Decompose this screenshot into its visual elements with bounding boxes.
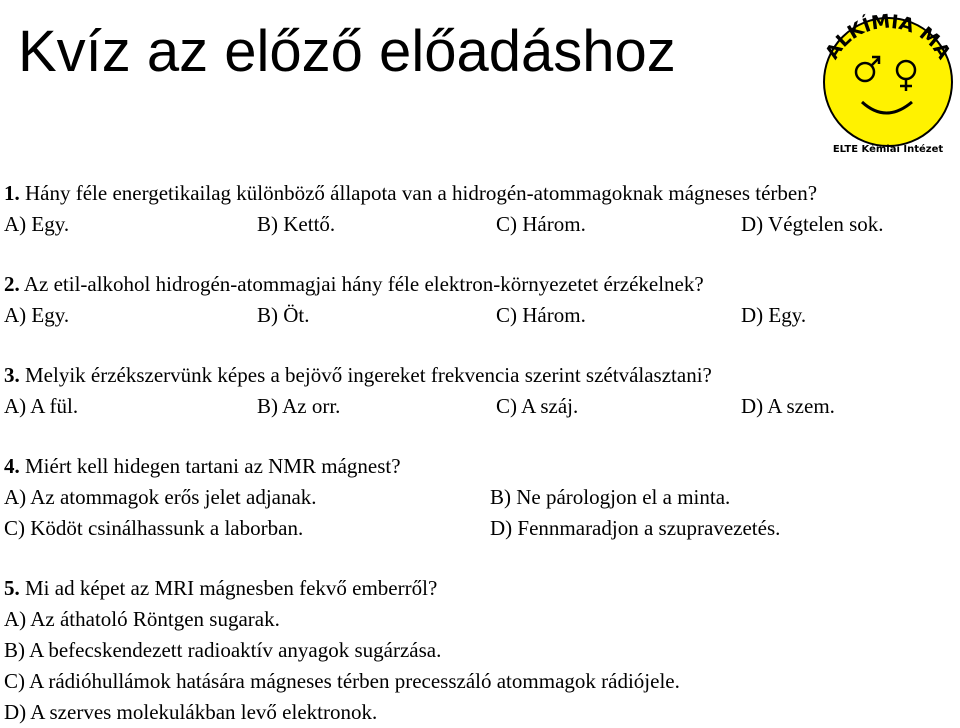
option-d: D) A szem. (741, 394, 835, 418)
option-d: D) Fennmaradjon a szupravezetés. (490, 516, 781, 540)
question-4 (4, 451, 954, 544)
question-2 (4, 269, 954, 331)
question-number: 5. (4, 576, 20, 600)
option-c: C) A rádióhullámok hatására mágneses térben precesszáló atommagok rádiójele. (4, 669, 680, 693)
question-1 (4, 178, 954, 240)
page-title: Kvíz az előző előadáshoz (18, 19, 676, 84)
option-c: C) A száj. (496, 394, 579, 418)
question-number: 4. (4, 454, 20, 478)
option-a: A) Az atommagok erős jelet adjanak. (4, 485, 317, 509)
option-b: B) Öt. (257, 303, 310, 327)
quiz-list (4, 178, 954, 728)
option-d: D) A szerves molekulákban levő elektronok. (4, 700, 378, 724)
option-a: A) Egy. (4, 303, 70, 327)
question-text: Mi ad képet az MRI mágnesben fekvő emberről? (25, 576, 438, 600)
option-c: C) Három. (496, 212, 586, 236)
option-a: A) Egy. (4, 212, 70, 236)
question-text: Miért kell hidegen tartani az NMR mágnest? (25, 454, 401, 478)
option-b: B) Kettő. (257, 212, 336, 236)
option-c: C) Ködöt csinálhassunk a laborban. (4, 516, 304, 540)
option-b: B) Az orr. (257, 394, 341, 418)
logo-arc-text: ALKÍMIA MA (821, 10, 955, 64)
question-5 (4, 573, 954, 728)
question-number: 3. (4, 363, 20, 387)
question-text: Melyik érzékszervünk képes a bejövő ingereket frekvencia szerint szétválasztani? (25, 363, 712, 387)
option-d: D) Végtelen sok. (741, 212, 884, 236)
logo-caption: ELTE Kémiai Intézet (832, 144, 944, 155)
question-3 (4, 360, 954, 422)
question-number: 1. (4, 181, 20, 205)
option-a: A) A fül. (4, 394, 79, 418)
option-b: B) A befecskendezett radioaktív anyagok sugárzása. (4, 638, 442, 662)
question-number: 2. (4, 272, 20, 296)
question-text: Hány féle energetikailag különböző állapota van a hidrogén-atommagoknak mágneses térben? (25, 181, 818, 205)
option-c: C) Három. (496, 303, 586, 327)
option-b: B) Ne párologjon el a minta. (490, 485, 731, 509)
option-d: D) Egy. (741, 303, 807, 327)
alkimia-ma-logo (808, 0, 960, 162)
option-a: A) Az áthatoló Röntgen sugarak. (4, 607, 280, 631)
question-text: Az etil-alkohol hidrogén-atommagjai hány féle elektron-környezetet érzékelnek? (23, 272, 704, 296)
